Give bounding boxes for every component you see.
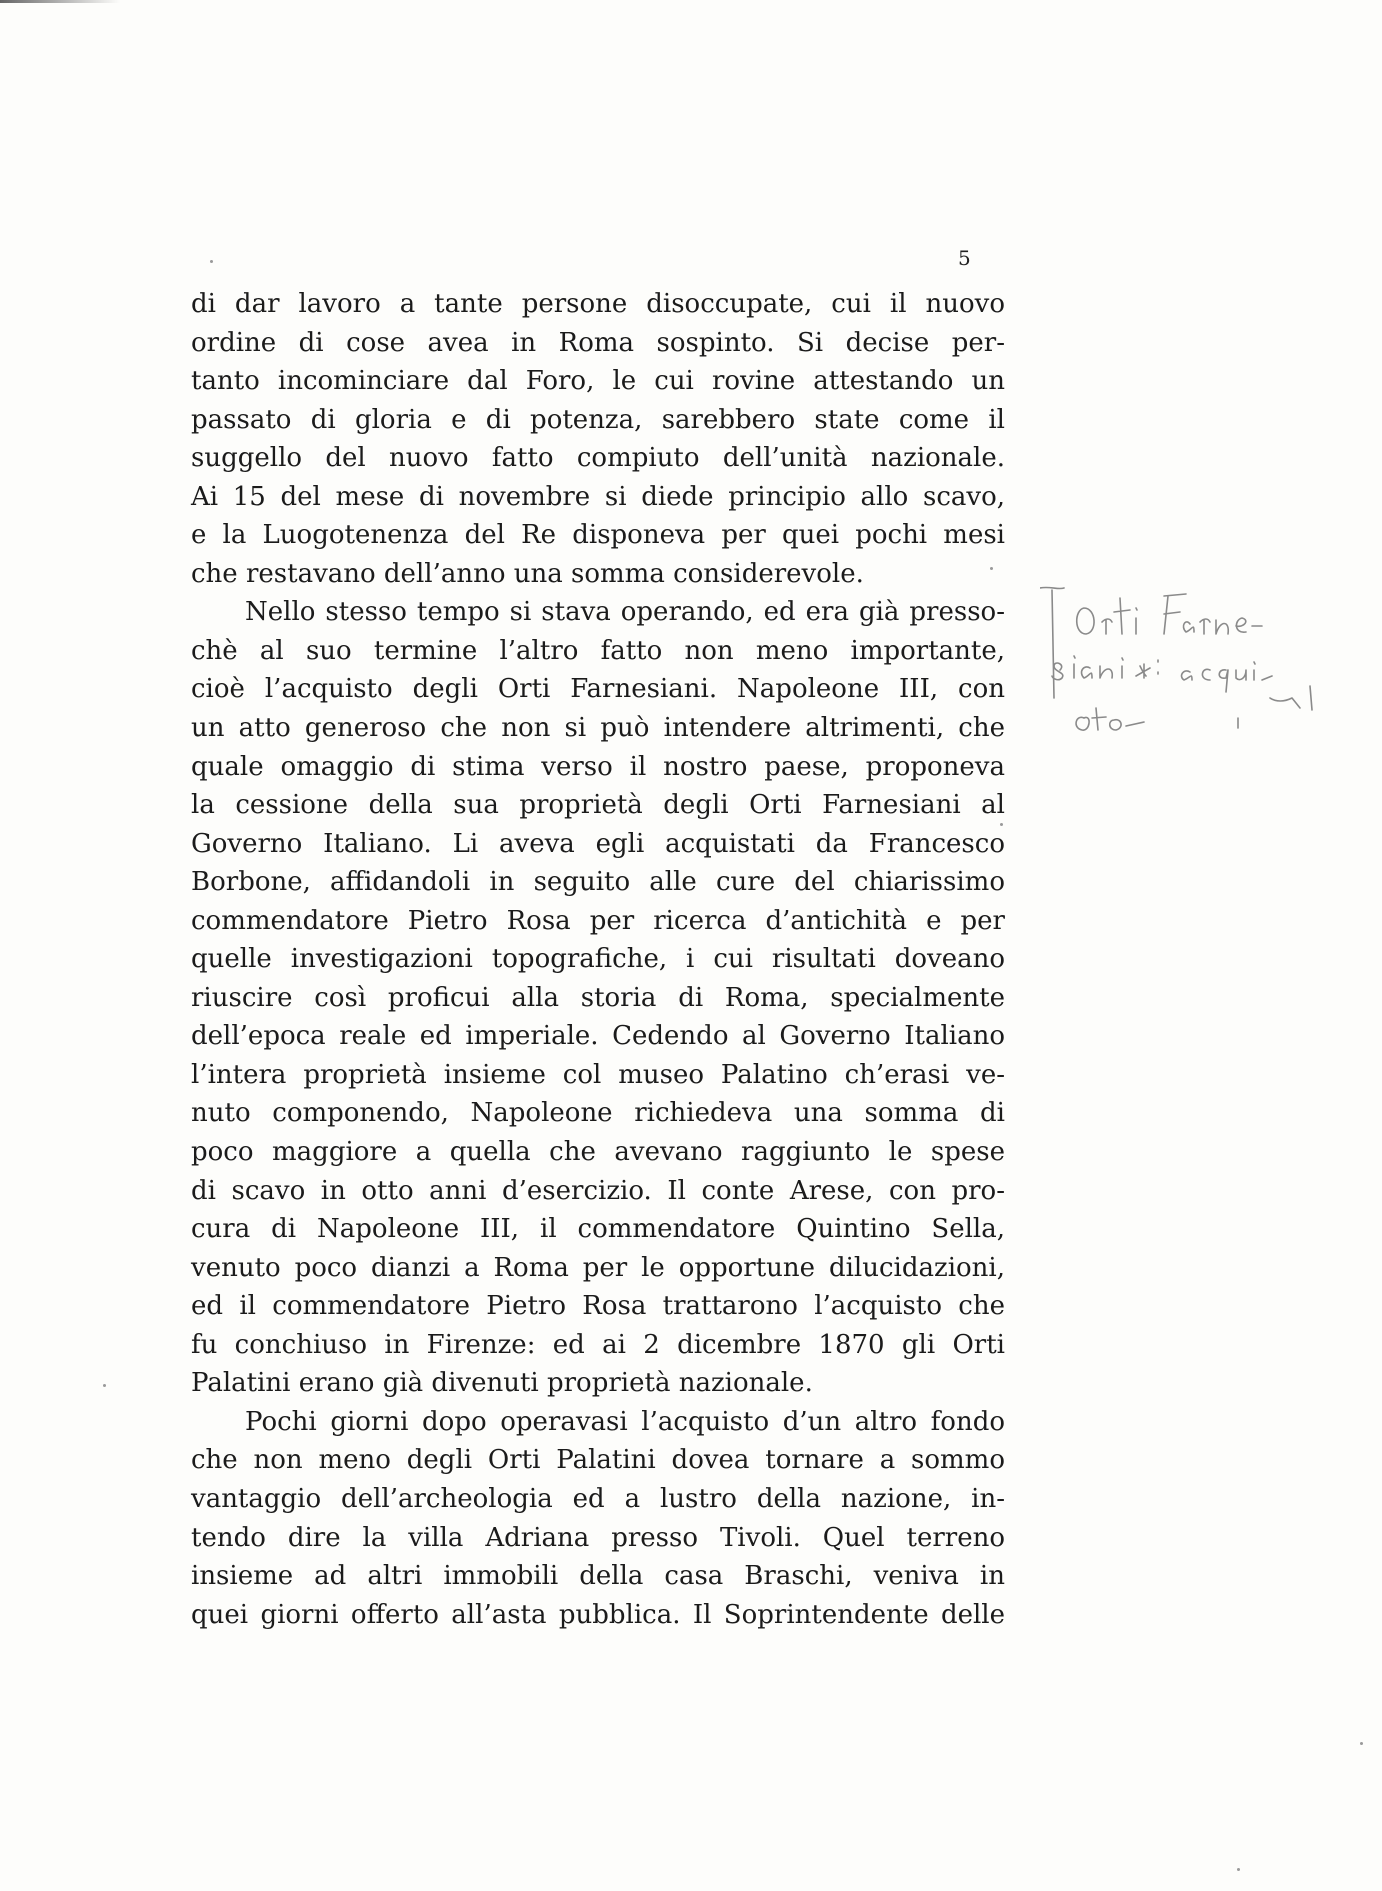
scan-speck xyxy=(1237,1868,1240,1871)
text-line: quale omaggio di stima verso il nostro paese, proponeva xyxy=(191,751,1005,782)
text-line: insieme ad altri immobili della casa Braschi, veniva in xyxy=(191,1561,1005,1592)
text-line: passato di gloria e di potenza, sarebbero state come il xyxy=(191,404,1005,435)
text-line: poco maggiore a quella che avevano raggiunto le spese xyxy=(191,1137,1005,1168)
text-line: tendo dire la villa Adriana presso Tivoli. Quel terreno xyxy=(191,1522,1005,1553)
text-line: ordine di cose avea in Roma sospinto. Si decise per- xyxy=(191,327,1005,358)
text-line: chè al suo termine l’altro fatto non meno importante, xyxy=(191,635,1005,666)
text-line: Governo Italiano. Li aveva egli acquistati da Francesco xyxy=(191,828,1005,859)
text-line: Ai 15 del mese di novembre si diede principio allo scavo, xyxy=(191,481,1005,512)
text-line: Pochi giorni dopo operavasi l’acquisto d’un altro fondo xyxy=(245,1406,1005,1437)
text-line: la cessione della sua proprietà degli Orti Farnesiani al xyxy=(191,790,1005,821)
text-line: che non meno degli Orti Palatini dovea tornare a sommo xyxy=(191,1445,1005,1476)
paragraph-2 xyxy=(191,593,1005,1402)
body-text xyxy=(191,285,1005,1634)
paragraph-1 xyxy=(191,285,1005,593)
scan-speck xyxy=(1360,1742,1363,1745)
text-line: un atto generoso che non si può intendere altrimenti, che xyxy=(191,713,1005,744)
text-line: quelle investigazioni topografiche, i cui risultati doveano xyxy=(191,944,1005,975)
text-line: di scavo in otto anni d’esercizio. Il conte Arese, con pro- xyxy=(191,1175,1005,1206)
text-line: nuto componendo, Napoleone richiedeva una somma di xyxy=(191,1098,1005,1129)
handwritten-margin-note xyxy=(1040,568,1370,768)
page-edge-shadow xyxy=(0,0,120,3)
text-line: venuto poco dianzi a Roma per le opportune dilucidazioni, xyxy=(191,1252,1005,1283)
text-line: cura di Napoleone III, il commendatore Quintino Sella, xyxy=(191,1214,1005,1245)
scan-speck xyxy=(103,1384,106,1387)
text-line: e la Luogotenenza del Re disponeva per quei pochi mesi xyxy=(191,520,1005,551)
text-line: riuscire così proficui alla storia di Roma, specialmente xyxy=(191,982,1005,1013)
scan-speck xyxy=(210,260,213,263)
text-line: tanto incominciare dal Foro, le cui rovine attestando un xyxy=(191,366,1005,397)
text-line: fu conchiuso in Firenze: ed ai 2 dicembre 1870 gli Orti xyxy=(191,1329,1005,1360)
pencil-annotation-icon xyxy=(1040,568,1370,768)
page-number: 5 xyxy=(958,246,971,270)
text-line: cioè l’acquisto degli Orti Farnesiani. Napoleone III, con xyxy=(191,674,1005,705)
text-line: Borbone, affidandoli in seguito alle cure del chiarissimo xyxy=(191,867,1005,898)
text-line: Nello stesso tempo si stava operando, ed era già presso- xyxy=(245,597,1005,628)
text-line: suggello del nuovo fatto compiuto dell’unità nazionale. xyxy=(191,443,1005,474)
text-line: vantaggio dell’archeologia ed a lustro della nazione, in- xyxy=(191,1483,1005,1514)
text-line: che restavano dell’anno una somma considerevole. xyxy=(191,558,864,589)
text-line: commendatore Pietro Rosa per ricerca d’antichità e per xyxy=(191,905,1005,936)
text-line: dell’epoca reale ed imperiale. Cedendo al Governo Italiano xyxy=(191,1021,1005,1052)
text-line: ed il commendatore Pietro Rosa trattarono l’acquisto che xyxy=(191,1291,1005,1322)
text-line: l’intera proprietà insieme col museo Palatino ch’erasi ve- xyxy=(191,1059,1005,1090)
text-line: di dar lavoro a tante persone disoccupate, cui il nuovo xyxy=(191,289,1005,319)
paragraph-3 xyxy=(191,1403,1005,1634)
scan-speck xyxy=(1000,823,1003,826)
text-line: quei giorni offerto all’asta pubblica. Il Soprintendente delle xyxy=(191,1599,1005,1630)
scan-speck xyxy=(990,567,993,570)
text-line: Palatini erano già divenuti proprietà nazionale. xyxy=(191,1368,813,1399)
